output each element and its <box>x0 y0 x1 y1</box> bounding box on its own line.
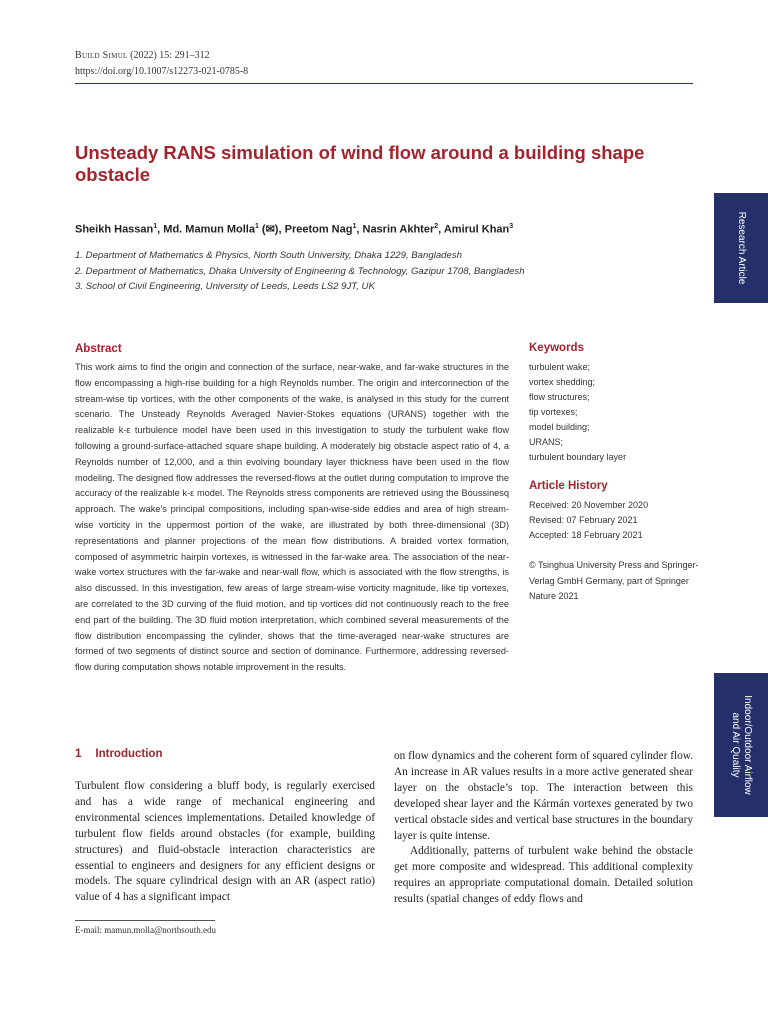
category-tab <box>714 673 768 817</box>
corresponding-email[interactable]: E-mail: mamun.molla@northsouth.edu <box>75 925 217 935</box>
intro-paragraph: on flow dynamics and the coherent form of squared cylinder flow. An increase in AR values results in a more active generated shear layer on the obstacle’s top. The interaction between this developed shear layer and the Kármán vortexes generated by two vertical obstacle sides and vertical base structures in the boundary layer is quite intense. <box>394 750 693 842</box>
author-name: Amirul Khan <box>443 223 510 236</box>
article-type-label: Research Article <box>736 211 747 285</box>
keyword-item: flow structures; <box>529 392 590 402</box>
doi-link[interactable]: https://doi.org/10.1007/s12273-021-0785-8 <box>75 66 249 77</box>
author-affiliation-mark: 2 <box>434 223 439 230</box>
section-number: 1 <box>75 748 82 760</box>
abstract-heading: Abstract <box>75 343 122 355</box>
section-title: Introduction <box>95 748 163 760</box>
keyword-item: turbulent wake; <box>529 362 591 372</box>
author-affiliation-mark: 1 <box>352 223 357 230</box>
abstract-text: This work aims to find the origin and connection of the surface, near-wake, and far-wake structures in the flow encompassing a high-rise building for a high Reynolds number. The origin and interconnection of the stream-wise tip vortices, with the other components of the wake, is analysed in this study for the current scenario. The Unsteady Reynolds Averaged Navier-Stokes equations (URANS) together with the realizable k-ε turbulence model have been used in this investigation to study the turbulent wake flow following a ground-surface-attached square shape building. A moderately big obstacle aspect ratio of 4, a Reynolds number of 12,000, and a thin evolving boundary layer thickness have been used in the flow modeling. The designed flow addresses the reversed-flows at the outlet during computation to improve the accuracy of the realizable k-ε model. The Reynolds stress components are retrieved using the Boussinesq approach. The wake’s principal compositions, including span-wise-side eddies and area of high stream-wise vorticity in the uppermost portion of the wake, are illustrated by both three-dimensional (3D) representations and planner projections of the mean flow distributions. A braided vortex formation, composed of asymmetric hairpin vortexes, is witnessed in the far-wake area. The association of the near-wake vortex structures with the far-wake and near-wall flow, which is associated with the flow strengths, is also discussed. In this investigation, few areas of large stream-wise vorticity magnitude, like tip vortexes, are correlated to the 3D curving of the fluid motion, and tip vortices did not continuously reach to the free end part of the building. The 3D fluid motion interpretation, which combined several measurements of the flow distribution encompassing the cylinder, shows that the time-averaged near-wake structures are formed of two segments of distinct source and section of dominance. Furthermore, addressing reversed-flow during computation shows notable improvement in the results. <box>75 362 509 673</box>
category-label-line1: Indoor/Outdoor Airflow <box>742 695 753 795</box>
category-label <box>729 695 753 795</box>
article-history-heading: Article History <box>529 480 608 492</box>
received-date: Received: 20 November 2020 <box>529 500 649 510</box>
keyword-item: URANS; <box>529 437 564 447</box>
author-affiliation-mark: 1 <box>254 223 259 230</box>
journal-name: Build Simul <box>75 50 128 61</box>
author-name: Nasrin Akhter <box>362 223 435 236</box>
author-affiliation-mark: 1 <box>153 223 158 230</box>
keywords-list <box>529 360 699 465</box>
introduction-heading <box>75 748 162 760</box>
category-label-line2: and Air Quality <box>730 712 741 778</box>
revised-date: Revised: 07 February 2021 <box>529 515 638 525</box>
keyword-item: turbulent boundary layer <box>529 452 627 462</box>
affiliation-3: 3. School of Civil Engineering, University of Leeds, Leeds LS2 9JT, UK <box>75 281 375 292</box>
accepted-date: Accepted: 18 February 2021 <box>529 530 643 540</box>
header-rule <box>75 83 693 84</box>
footnote-rule <box>75 920 215 921</box>
intro-paragraph: Turbulent flow considering a bluff body, is regularly exercised and has a wide range of mechanical engineering and environmental sciences implementations. Detailed knowledge of turbulent flow fields around obstacles (for example, building structures) and fluid-obstacle interaction characteristics are essential to engineers and designers for any efficient designs or models. The square cylindrical design with an AR (aspect ratio) value of 4 has a significant impact <box>75 780 375 904</box>
affiliation-2: 2. Department of Mathematics, Dhaka University of Engineering & Technology, Gazipur 1708, Bangladesh <box>75 265 525 277</box>
author-list: Sheikh Hassan$^1$, Md. Mamun Molla$^1$ (✉), Preetom Nag$^1$, Nasrin Akhter$^2$, Amirul Khan$^3$ <box>75 223 514 236</box>
affiliation-1: 1. Department of Mathematics & Physics, North South University, Dhaka 1229, Bangladesh <box>75 250 462 261</box>
keywords-heading: Keywords <box>529 342 584 354</box>
article-type-tab <box>714 193 768 303</box>
author-affiliation-mark: 3 <box>509 223 514 230</box>
copyright-notice: © Tsinghua University Press and Springer-Verlag GmbH Germany, part of Springer Nature 2021 <box>529 560 699 601</box>
affiliations <box>75 248 695 295</box>
intro-paragraph: Additionally, patterns of turbulent wake behind the obstacle get more composite and widespread. This additional complexity requires an appropriate computational domain. Detailed solution results (spatial changes of eddy flows and <box>394 845 693 906</box>
intro-column-left <box>75 779 375 906</box>
intro-column-right <box>394 749 693 908</box>
envelope-icon: (✉) <box>258 223 279 236</box>
keyword-item: tip vortexes; <box>529 407 578 417</box>
author-name: Md. Mamun Molla <box>163 223 255 236</box>
article-history <box>529 498 699 543</box>
article-title: Unsteady RANS simulation of wind flow around a building shape obstacle <box>75 142 645 185</box>
keyword-item: vortex shedding; <box>529 377 596 387</box>
keyword-item: model building; <box>529 422 590 432</box>
author-name: Preetom Nag <box>284 223 353 236</box>
journal-header <box>75 48 248 80</box>
journal-citation: (2022) 15: 291–312 <box>130 50 210 61</box>
author-name: Sheikh Hassan <box>75 223 154 236</box>
